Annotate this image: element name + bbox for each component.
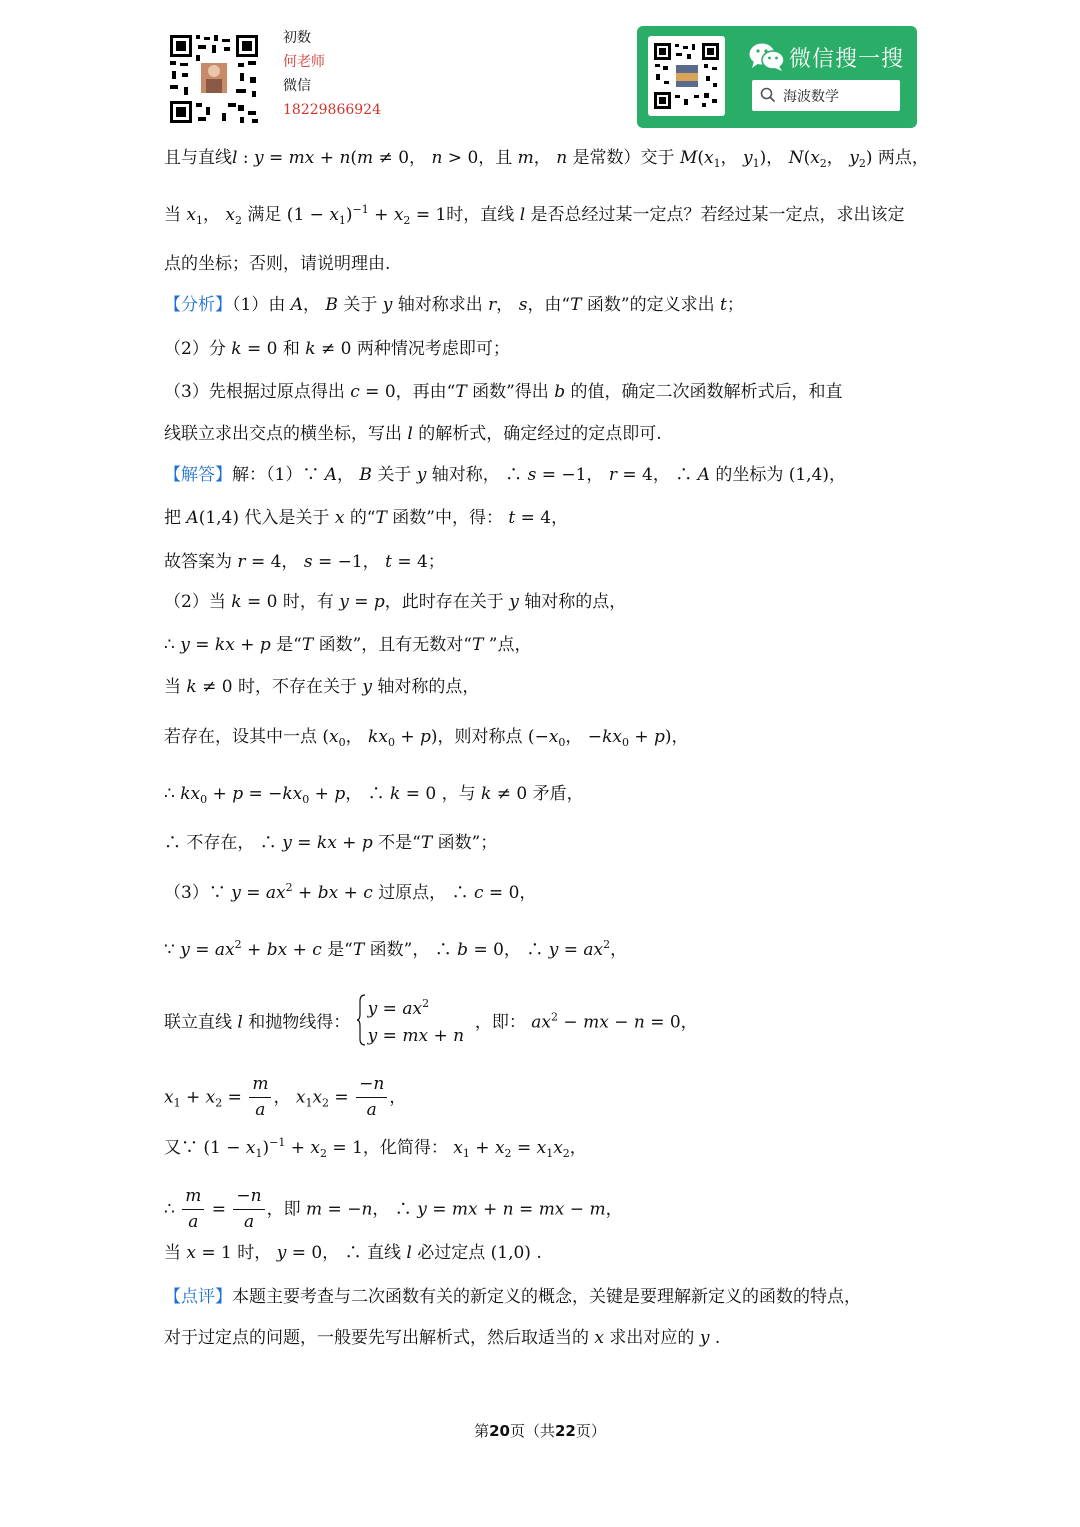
analysis-line-3: （3）先根据过原点得出 c = 0，再由“T 函数”得出 b 的值，确定二次函数解析式后，和直 bbox=[164, 382, 843, 402]
problem-line-2: 当 $x_1$， $x_2$ 满足 $(1 - x_1)^{-1} + x_2 = 1$时，直线 l 是否总经过某一定点？若经过某一定点，求出该定 bbox=[164, 203, 905, 227]
wechat-logo-icon bbox=[749, 42, 785, 72]
contact-name: 何老师 bbox=[283, 54, 325, 70]
problem-line-1: 且与直线l : y = mx + n(m ≠ 0， n > 0，且 m， n 是常数）交于 $M(x_1$， $y_1$)， $N(x_2$， $y_2$) 两点， bbox=[164, 148, 929, 170]
wechat-qr-code bbox=[648, 36, 725, 116]
contact-qr-code bbox=[168, 33, 260, 125]
page-total: 22 bbox=[555, 1422, 576, 1440]
solution-line-2: 把 A(1,4) 代入是关于 x 的“T 函数”中，得： t = 4， bbox=[164, 508, 569, 528]
solution-line-15: ∴ $\frac{m}{a}$ = $\frac{-n}{a}$ ，即 m = −n， ∴ y = mx + n = mx − m， bbox=[164, 1186, 623, 1233]
wechat-search-box[interactable] bbox=[752, 80, 900, 111]
analysis-tag: 【分析】 bbox=[164, 295, 232, 315]
solution-line-4: （2）当 k = 0 时，有 y = p，此时存在关于 y 轴对称的点， bbox=[164, 592, 627, 612]
equation-system: $y = ax^2$ y = mx + n bbox=[356, 996, 464, 1050]
comment-tag: 【点评】 bbox=[164, 1287, 232, 1307]
solution-line-7: 若存在，设其中一点 ($x_0$， $kx_0 + p$)，则对称点 ($-x_0$， $-kx_0 + p$)， bbox=[164, 727, 689, 749]
solution-line-1: 【解答】解：（1）∵ A， B 关于 y 轴对称， ∴ s = −1， r = 4， ∴ A 的坐标为 (1,4)， bbox=[164, 465, 847, 485]
solution-line-3: 故答案为 r = 4， s = −1， t = 4； bbox=[164, 552, 445, 572]
contact-wechat-label: 微信 bbox=[283, 78, 311, 94]
contact-subject: 初数 bbox=[283, 30, 311, 46]
solution-line-5: ∴ y = kx + p 是“T 函数”，且有无数对“T ”点， bbox=[164, 635, 532, 655]
answer-tag: 【解答】 bbox=[164, 465, 232, 485]
solution-line-16: 当 x = 1 时， y = 0， ∴ 直线 l 必过定点 (1,0) . bbox=[164, 1243, 542, 1263]
solution-line-11: ∵ $y = ax^2$ + bx + c 是“T 函数”， ∴ b = 0， ∴ $y = ax^2$， bbox=[164, 938, 628, 960]
solution-line-8: ∴ $kx_0 + p = -kx_0 + p$， ∴ k = 0 ，与 k ≠ 0 矛盾， bbox=[164, 784, 584, 806]
contact-phone: 18229866924 bbox=[283, 102, 381, 118]
contact-info bbox=[283, 26, 381, 122]
problem-line-3: 点的坐标；否则，请说明理由. bbox=[164, 254, 391, 274]
solution-line-12: 联立直线 l 和抛物线得： $y = ax^2$ y = mx + n ，即： $ax^2$ − mx − n = 0， bbox=[164, 996, 698, 1050]
search-query-text: 海波数学 bbox=[783, 89, 839, 105]
analysis-line-4: 线联立求出交点的横坐标，写出 l 的解析式，确定经过的定点即可. bbox=[164, 424, 662, 444]
analysis-line-2: （2）分 k = 0 和 k ≠ 0 两种情况考虑即可； bbox=[164, 339, 510, 359]
solution-line-13: $x_1 + x_2$ = $\frac{m}{a}$ ， $x_1x_2$ = $\frac{-n}{a}$ ， bbox=[164, 1074, 407, 1121]
analysis-line-1: 【分析】（1）由 A， B 关于 y 轴对称求出 r， s，由“T 函数”的定义求出 t； bbox=[164, 295, 744, 315]
solution-line-6: 当 k ≠ 0 时，不存在关于 y 轴对称的点， bbox=[164, 677, 480, 697]
solution-line-14: 又∵ $(1 - x_1)^{-1} + x_2 = 1$，化简得： $x_1 + x_2 = x_1x_2$， bbox=[164, 1136, 587, 1160]
left-brace-icon bbox=[356, 994, 366, 1046]
page-number: 20 bbox=[489, 1422, 510, 1440]
wechat-search-title: 微信搜一搜 bbox=[789, 47, 905, 72]
comment-line-1: 【点评】本题主要考查与二次函数有关的新定义的概念，关键是要理解新定义的函数的特点， bbox=[164, 1287, 861, 1307]
solution-line-10: （3）∵ $y = ax^2$ + bx + c 过原点， ∴ c = 0， bbox=[164, 881, 537, 903]
solution-line-9: ∴ 不存在， ∴ y = kx + p 不是“T 函数”； bbox=[164, 833, 498, 853]
comment-line-2: 对于过定点的问题，一般要先写出解析式，然后取适当的 x 求出对应的 y . bbox=[164, 1328, 721, 1348]
page-footer: 第20页（共22页） bbox=[474, 1422, 606, 1440]
search-icon bbox=[760, 87, 776, 103]
wechat-search-banner[interactable] bbox=[637, 26, 917, 128]
